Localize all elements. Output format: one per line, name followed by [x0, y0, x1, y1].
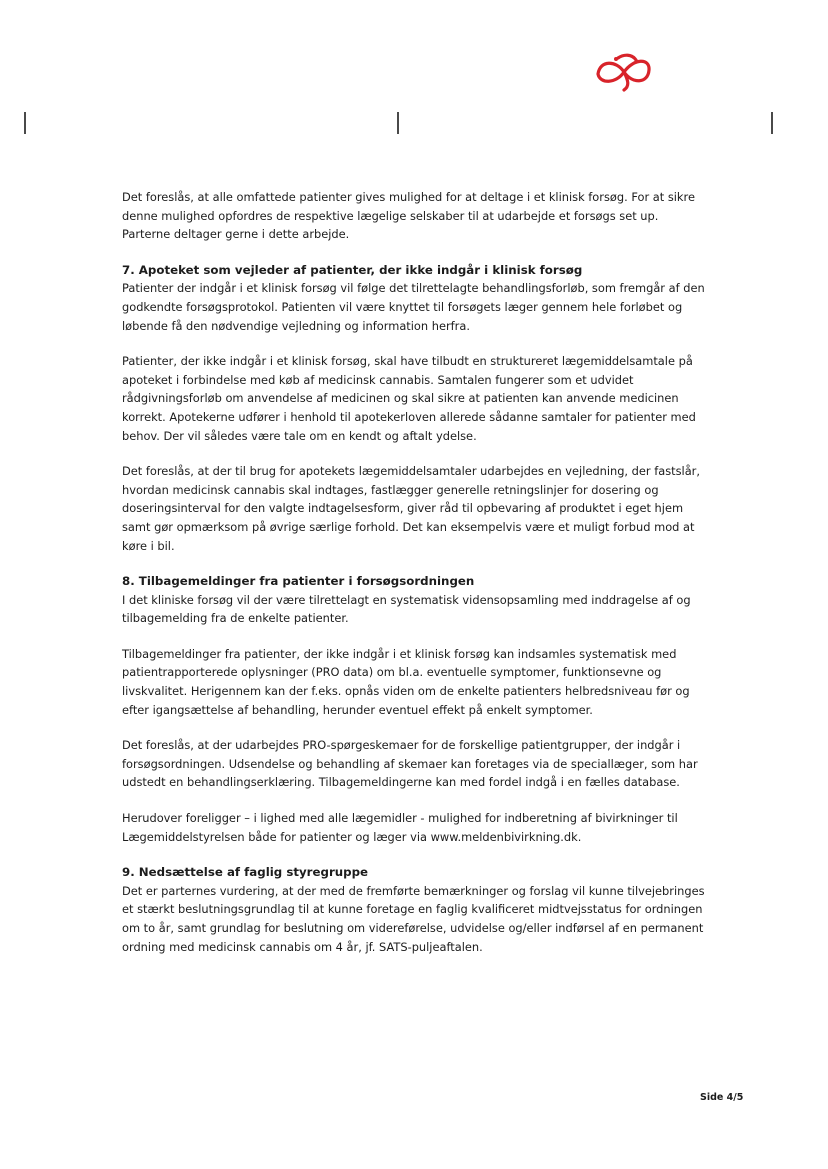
margin-mark-left: [24, 112, 26, 134]
section-7-paragraph-1: Patienter der indgår i et klinisk forsøg vil følge det tilrettelagte behandlingsforløb, som fremgår af den godkendte forsøgsprotokol. Patienten vil være knyttet til forsøgets læger gennem hele forløbet og løbende få den nødvendige vejledning og information herfra.: [122, 281, 705, 333]
section-7-paragraph-3: Det foreslås, at der til brug for apotekets lægemiddelsamtaler udarbejdes en vejledning, der fastslår, hvordan medicinsk cannabis skal indtages, fastlægger generelle retningslinjer for dosering og doseringsinterval for den valgte indtagelsesform, giver råd til opbevaring af produktet i eget hjem samt gør opmærksom på øvrige særlige forhold. Det kan eksempelvis være et muligt forbud mod at køre i bil.: [122, 464, 700, 553]
section-9-paragraph-1: Det er parternes vurdering, at der med de fremførte bemærkninger og forslag vil kunne tilvejebringes et stærkt beslutningsgrundlag til at kunne foretage en faglig kvalificeret midtvejsstatus for ordningen om to år, samt grundlag for beslutning om videreførelse, udvidelse og/eller indførsel af en permanent ordning med medicinsk cannabis om 4 år, jf. SATS-puljeaftalen.: [122, 883, 705, 954]
document-body: [122, 188, 710, 956]
section-8-heading: 8. Tilbagemeldinger fra patienter i forsøgsordningen: [122, 574, 475, 589]
section-8-paragraph-2: Tilbagemeldinger fra patienter, der ikke indgår i et klinisk forsøg kan indsamles systematisk med patientrapporterede oplysninger (PRO data) om bl.a. eventuelle symptomer, funktionsevne og livskvalitet. Herigennem kan der f.eks. opnås viden om de enkelte patienters helbredsniveau før og efter igangsættelse af behandling, herunder eventuel effekt på enkelt symptomer.: [122, 646, 690, 717]
section-8-paragraph-1: I det kliniske forsøg vil der være tilrettelagt en systematisk vidensopsamling med inddragelse af og tilbagemelding fra de enkelte patienter.: [122, 592, 691, 626]
section-8-paragraph-3: Det foreslås, at der udarbejdes PRO-spørgeskemaer for de forskellige patientgrupper, der indgår i forsøgsordningen. Udsendelse og behandling af skemaer kan foretages via de speciallæger, som har udstedt en behandlingserklæring. Tilbagemeldingerne kan med fordel indgå i en fælles database.: [122, 738, 698, 790]
margin-mark-right: [771, 112, 773, 134]
section-7-heading: 7. Apoteket som vejleder af patienter, der ikke indgår i klinisk forsøg: [122, 262, 583, 277]
section-9-heading: 9. Nedsættelse af faglig styregruppe: [122, 865, 369, 880]
section-7-paragraph-2: Patienter, der ikke indgår i et klinisk forsøg, skal have tilbudt en struktureret lægemiddelsamtale på apoteket i forbindelse med køb af medicinsk cannabis. Samtalen fungerer som et udvidet rådgivningsforløb om anvendelse af medicinen og skal sikre at patienten kan anvende medicinen korrekt. Apotekerne udfører i henhold til apotekerloven allerede sådanne samtaler for patienter med behov. Der vil således være tale om en kendt og aftalt ydelse.: [122, 354, 696, 443]
serpent-logo-icon: [594, 50, 654, 92]
intro-paragraph: Det foreslås, at alle omfattede patienter gives mulighed for at deltage i et klinisk forsøg. For at sikre denne mulighed opfordres de respektive lægelige selskaber til at udarbejde et forsøgs set up. Parterne deltager gerne i dette arbejde.: [122, 190, 695, 242]
margin-mark-center: [397, 112, 399, 134]
page-number: Side 4/5: [700, 1092, 744, 1103]
section-8-paragraph-4: Herudover foreligger – i lighed med alle lægemidler - mulighed for indberetning af bivirkninger til Lægemiddelstyrelsen både for patienter og læger via www.meldenbivirkning.dk.: [122, 811, 678, 844]
